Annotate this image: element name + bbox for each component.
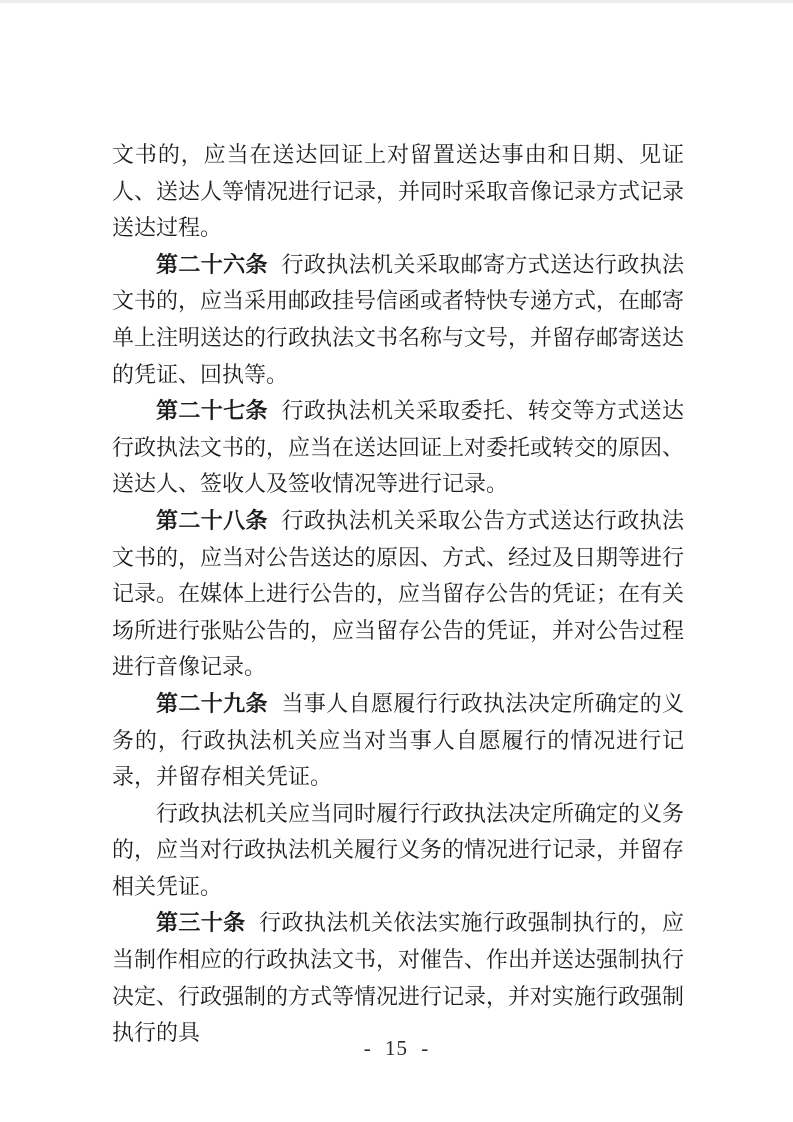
article-28-paragraph	[112, 503, 684, 686]
article-25-continuation-paragraph	[112, 137, 684, 247]
article-27-text: 行政执法机关采取委托、转交等方式送达行政执法文书的，应当在送达回证上对委托或转交的原因、送达人、签收人及签收情况等进行记录。	[112, 398, 685, 497]
article-28-number: 第二十八条	[156, 507, 268, 533]
article-30-text: 行政执法机关依法实施行政强制执行的，应当制作相应的行政执法文书，对催告、作出并送达强制执行决定、行政强制的方式等情况进行记录，并对实施行政强制执行的具	[112, 910, 685, 1046]
article-27-number: 第二十七条	[156, 398, 268, 424]
article-29-second-paragraph	[112, 796, 684, 906]
article-29-number: 第二十九条	[156, 690, 268, 716]
page-number: - 15 -	[363, 1036, 430, 1060]
article-29-paragraph	[112, 686, 684, 796]
article-29-second-text: 行政执法机关应当同时履行行政执法决定所确定的义务的，应当对行政执法机关履行义务的情况进行记录，并留存相关凭证。	[112, 800, 685, 899]
article-30-number: 第三十条	[156, 910, 246, 936]
page-text-block	[112, 137, 684, 1052]
article-26-paragraph	[112, 247, 684, 393]
article-27-paragraph	[112, 393, 684, 503]
article-28-text: 行政执法机关采取公告方式送达行政执法文书的，应当对公告送达的原因、方式、经过及日期等进行记录。在媒体上进行公告的，应当留存公告的凭证；在有关场所进行张贴公告的，应当留存公告的凭证，并对公告过程进行音像记录。	[112, 507, 685, 680]
article-25-continuation-text: 文书的，应当在送达回证上对留置送达事由和日期、见证人、送达人等情况进行记录，并同时采取音像记录方式记录送达过程。	[112, 142, 685, 241]
article-26-number: 第二十六条	[156, 251, 268, 277]
article-26-text: 行政执法机关采取邮寄方式送达行政执法文书的，应当采用邮政挂号信函或者特快专递方式，在邮寄单上注明送达的行政执法文书名称与文号，并留存邮寄送达的凭证、回执等。	[112, 251, 685, 387]
scan-edge	[0, 0, 793, 3]
article-30-paragraph	[112, 905, 684, 1051]
article-29-text: 当事人自愿履行行政执法决定所确定的义务的，行政执法机关应当对当事人自愿履行的情况进行记录，并留存相关凭证。	[112, 690, 684, 790]
